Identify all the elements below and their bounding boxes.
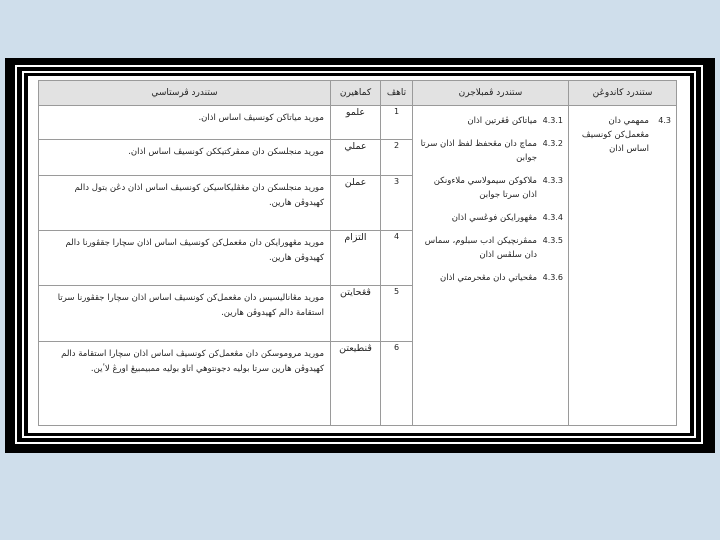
slide-content [28,76,690,433]
performance-cell: موريد منجلسکن دان مڠڤليکاسيکن کونسيڤ اساس اذان دڠن بتول دالم کهيدوڤن هارين. [39,176,331,231]
performance-cell: موريد منجلسکن دان ممڤرکتيککن کونسيڤ اساس اذان. [39,140,331,176]
operation-cell: عملن [331,176,381,231]
learning-standard-number: 4.3.6 [542,273,563,282]
learning-standard-text: مياتاکن ڤڠرتين اذان [467,116,537,126]
level-cell: 2 [381,140,413,176]
header-operation: کماهيرن [331,81,381,106]
operation-cell: عملي [331,140,381,176]
content-standard-number: 4.3 [658,116,671,125]
table-row [39,106,677,140]
level-cell: 1 [381,106,413,140]
learning-standard-text: مماچ دان مڠحفظ لفظ اذان سرتا جوابن [420,139,537,163]
performance-cell: موريد مياتاکن کونسيڤ اساس اذان. [39,106,331,140]
learning-standard-text: ممڤرنچيکن ادب سبلوم، سماس دان سلڤس اذان [424,236,537,260]
learning-standard-item [418,114,563,128]
learning-standard-cell [413,106,569,426]
learning-standard-item [418,174,563,202]
learning-standard-number: 4.3.1 [542,116,563,125]
header-learning-standard: ستندرد ڤمبلاجرن [413,81,569,106]
performance-cell: موريد مڠهورايکن دان مڠعمل‌کن کونسيڤ اساس اذان سچارا جقڤورنا دالم کهيدوڤن هارين. [39,231,331,286]
learning-standard-text: مڠحياتي دان مڠحرمتي اذان [439,273,537,283]
table-header-row [39,81,677,106]
learning-standard-number: 4.3.4 [542,213,563,222]
slide-frame [5,58,715,453]
operation-cell: التزام [331,231,381,286]
header-performance-standard: ستندرد ڤرستاسي [39,81,331,106]
standards-table [38,80,677,426]
level-cell: 3 [381,176,413,231]
learning-standard-item [418,234,563,262]
level-cell: 5 [381,286,413,342]
learning-standard-text: مڠهورايکن فوڠسي اذان [451,213,537,223]
learning-standard-item [418,211,563,225]
learning-standard-number: 4.3.2 [542,139,563,148]
content-standard-text: ممهمي دان مڠعمل‌کن کونسيڤ اساس اذان [581,116,649,154]
header-level: تاهڤ [381,81,413,106]
operation-cell: ڤڠحايتن [331,286,381,342]
header-content-standard: ستندرد کاندوڠن [569,81,677,106]
level-cell: 4 [381,231,413,286]
learning-standard-text: ملاکوکن سيمولاسي ملاءونکن اذان سرتا جوابن [433,176,537,200]
learning-standard-number: 4.3.5 [542,236,563,245]
learning-standard-item [418,137,563,165]
learning-standard-item [418,271,563,285]
level-cell: 6 [381,342,413,426]
learning-standard-number: 4.3.3 [542,176,563,185]
content-standard-cell [569,106,677,426]
performance-cell: موريد مروموسکن دان مڠعمل‌کن کونسيڤ اساس اذان سچارا استقامة دالم کهيدوڤن هارين سرتا بوليه دجونتوهي اتاو بوليه ممبيمبيڠ اورڠ لاٴين. [39,342,331,426]
operation-cell: علمو [331,106,381,140]
performance-cell: موريد مڠاناليسيس دان مڠعمل‌کن کونسيڤ اساس اذان سچارا جقڤورنا سرتا استقامة دالم کهيدوڤن هارين. [39,286,331,342]
operation-cell: ڤنطيعتن [331,342,381,426]
